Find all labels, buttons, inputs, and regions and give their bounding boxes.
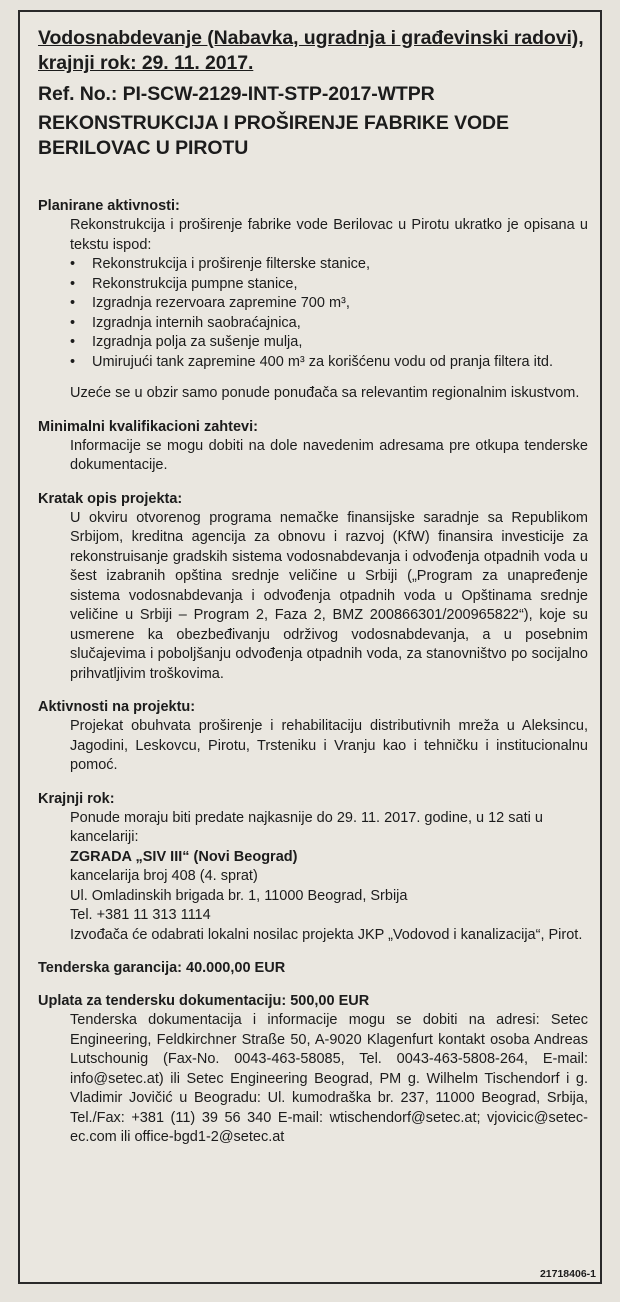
section-tender-payment <box>38 992 588 1148</box>
reference-number: Ref. No.: PI-SCW-2129-INT-STP-2017-WTPR <box>38 83 435 105</box>
list-item: • Rekonstrukcija pumpne stanice, <box>70 275 588 295</box>
section-heading: Minimalni kvalifikacioni zahtevi: <box>38 418 258 435</box>
contractor-note: Izvođača će odabrati lokalni nosilac projekta JKP „Vodovod i kanalizacija“, Pirot. <box>70 926 583 943</box>
ad-content <box>38 26 588 1148</box>
section-heading: Uplata za tendersku dokumentaciju: 500,00 EUR <box>38 993 370 1009</box>
section-body <box>38 1011 588 1148</box>
project-headline: REKONSTRUKCIJA I PROŠIRENJE FABRIKE VODE BERILOVAC U PIROTU <box>38 112 509 159</box>
tender-guarantee: Tenderska garancija: 40.000,00 EUR <box>38 960 286 976</box>
phone-number: Tel. +381 11 313 1114 <box>70 907 211 923</box>
section-project-activities <box>38 698 588 776</box>
list-item: • Izgradnja rezervoara zapremine 700 m³, <box>70 294 588 314</box>
intro-text: Rekonstrukcija i proširenje fabrike vode Berilovac u Pirotu ukratko je opisana u tekstu ispod: <box>70 217 588 253</box>
note-text: Uzeće se u obzir samo ponude ponuđača sa relevantim regionalnim iskustvom. <box>70 385 580 401</box>
body-text: Projekat obuhvata proširenje i rehabilitaciju distributivnih mreža u Aleksincu, Jagodini, Leskovcu, Pirotu, Trsteniku i Vranju kao i tehničku i institucionalnu pomoć. <box>70 718 588 773</box>
list-item: • Umirujući tank zapremine 400 m³ za korišćenu vodu od pranja filtera itd. <box>70 353 588 373</box>
section-heading: Krajnji rok: <box>38 790 115 807</box>
section-body <box>38 717 588 776</box>
list-item: • Izgradnja internih saobraćajnica, <box>70 314 588 334</box>
list-item: • Izgradnja polja za sušenje mulja, <box>70 333 588 353</box>
building-name: ZGRADA „SIV III“ (Novi Beograd) <box>70 848 298 865</box>
ad-code: 21718406-1 <box>539 1268 596 1280</box>
section-body <box>38 809 588 946</box>
contact-text: Tenderska dokumentacija i informacije mogu se dobiti na adresi: Setec Engineering, Feldkirchner Straße 50, A-9020 Klagenfurt kontakt osoba Andreas Lutschounig (Fax-No. 0043-463-58085, Tel. 0043-463-5808-264, E-mail: info@setec.at) ili Setec Engineering Beograd, PM g. Wilhelm Tischendorf i g. Vladimir Jovičić u Beogradu: Ul. kumodraška br. 237, 11000 Beograd, Srbija, Tel./Fax: +381 (11) 39 56 340 E-mail: wtischendorf@setec.at; vjovicic@setec-ec.com ili office-bgd1-2@setec.at <box>70 1012 588 1145</box>
deadline-text: Ponude moraju biti predate najkasnije do 29. 11. 2017. godine, u 12 sati u kancelariji: <box>70 809 543 845</box>
section-body <box>38 509 588 685</box>
ad-frame <box>18 10 602 1284</box>
body-text: Informacije se mogu dobiti na dole navedenim adresama pre otkupa tenderske dokumentacije. <box>70 437 588 473</box>
section-planned-activities <box>38 197 588 404</box>
section-heading: Aktivnosti na projektu: <box>38 699 196 715</box>
list-item: • Rekonstrukcija i proširenje filterske stanice, <box>70 255 588 275</box>
section-heading: Kratak opis projekta: <box>38 490 183 507</box>
section-minimum-requirements <box>38 418 588 476</box>
activities-list <box>70 255 588 372</box>
body-text: U okviru otvorenog programa nemačke finansijske saradnje sa Republikom Srbijom, kreditna agencija za obnovu i razvoj (KfW) finansira investicije za rekonstruisanje gradskih sistema vodosnabdevanja i odvođenja otpadnih voda u šest izabranih opština srednje veličine u Srbiji („Program za unapređenje sistema vodosnabdevanja i odvođenja otpadnih voda u Opštinama srednje veličine u Srbiji – Program 2, Faza 2, BMZ 200866301/200965822“), koje su usmerene ka obezbeđivanju održivog vodosnabdevanja, a u posebnim slučajevima i poboljšanju odvođenja otpadnih voda, za stanovništvo po socijalno prihvatljivim troškovima. <box>70 509 588 682</box>
ad-title: Vodosnabdevanje (Nabavka, ugradnja i građevinski radovi), krajnji rok: 29. 11. 2017. <box>38 27 584 74</box>
section-deadline <box>38 790 588 946</box>
section-heading: Planirane aktivnosti: <box>38 198 180 214</box>
section-body <box>38 437 588 476</box>
section-project-description <box>38 490 588 685</box>
section-body <box>38 216 588 404</box>
office-number: kancelarija broj 408 (4. sprat) <box>70 868 258 884</box>
street-address: Ul. Omladinskih brigada br. 1, 11000 Beograd, Srbija <box>70 887 408 904</box>
